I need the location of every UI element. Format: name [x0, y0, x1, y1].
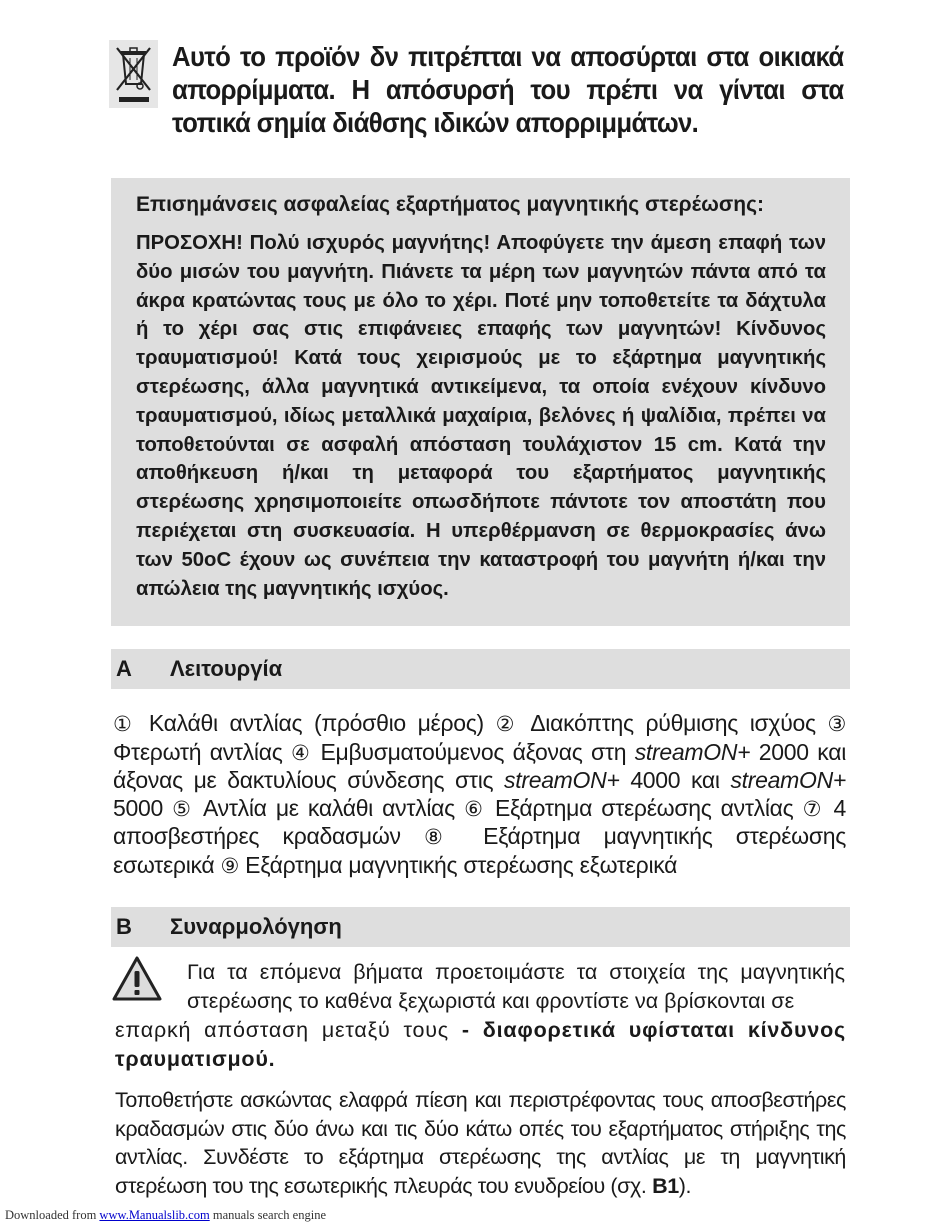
model-name: streamON+	[634, 738, 751, 765]
warning-text-continued	[115, 1016, 846, 1074]
part-5-label: Αντλία με καλάθι αντλίας	[193, 794, 465, 821]
footer-suffix: manuals search engine	[209, 1208, 326, 1222]
safety-heading: Επισημάνσεις ασφαλείας εξαρτήματος μαγνητικής στερέωσης:	[136, 193, 764, 216]
part-4-label-cont: 2000 και άξονας με δακτυλίους σύνδεσης στις	[113, 738, 846, 793]
warning-text: Για τα επόμενα βήματα προετοιμάστε τα στοιχεία της μαγνητικής στερέωσης το καθένα ξεχωριστά και φροντίστε να βρίσκονται σε	[187, 960, 845, 1013]
part-8-label: Εξάρτημα μαγνητικής στερέωσης εσωτερικά	[113, 823, 846, 878]
part-7-label: 4 αποσβεστήρες κραδασμών	[113, 794, 847, 849]
assembly-instruction	[115, 1086, 846, 1200]
part-number-3: ③	[827, 713, 846, 736]
parts-list	[113, 710, 846, 880]
section-b-title: Συναρμολόγηση	[170, 914, 342, 939]
warning-plain: επαρκή απόσταση μεταξύ τους	[115, 1018, 462, 1042]
part-6-label: Εξάρτημα στερέωσης αντλίας	[485, 794, 803, 821]
warning-emphasis: - διαφορετικά υφίσταται κίνδυνος τραυματισμού.	[115, 1018, 846, 1071]
part-2-label: Διακόπτης ρύθμισης ισχύος	[519, 710, 828, 736]
part-number-1: ①	[113, 713, 138, 736]
warning-triangle-icon	[111, 955, 163, 1003]
figure-reference: B1	[652, 1173, 679, 1198]
part-4-label: Εμβυσματούμενος άξονας στη	[311, 738, 635, 765]
crossed-out-wheeled-bin-icon	[109, 40, 158, 108]
part-3-label: Φτερωτή αντλίας	[113, 738, 291, 765]
instruction-text: Τοποθετήστε ασκώντας ελαφρά πίεση και περιστρέφοντας τους αποσβεστήρες κραδασμών στις δύο άνω και τις δύο κάτω οπές του εξαρτήματος στήριξης της αντλίας. Συνδέστε το εξάρτημα στερέωσης της αντλίας με τη μαγνητική στερέωση του της εσωτερικής πλευράς του ενυδρείου (σχ.	[115, 1088, 846, 1198]
model-name: streamON+	[730, 767, 847, 793]
part-9-label: Εξάρτημα μαγνητικής στερέωσης εξωτερικά	[239, 851, 678, 878]
section-a-letter: A	[116, 656, 132, 681]
model-name: streamON+	[504, 767, 620, 793]
part-number-5: ⑤	[172, 797, 194, 821]
part-number-2: ②	[495, 713, 520, 736]
instruction-end: ).	[678, 1173, 692, 1198]
part-4-label-cont: 4000 και	[619, 767, 731, 793]
download-footer	[5, 1208, 326, 1223]
part-number-4: ④	[291, 741, 312, 765]
manualslib-link[interactable]: www.Manualslib.com	[99, 1208, 210, 1222]
safety-body: ΠΡΟΣΟΧΗ! Πολύ ισχυρός μαγνήτης! Αποφύγετε την άμεση επαφή των δύο μισών του μαγνήτη. Πιάνετε τα μέρη των μαγνητών πάντα από τα άκρα κρατώντας τους με όλο το χέρι. Ποτέ μην τοποθετείτε τα δάχτυλα ή το χέρι σας στις επιφάνειες επαφής των μαγνητών! Κίνδυνος τραυματισμού! Κατά τους χειρισμούς με το εξάρτημα μαγνητικής στερέωσης, άλλα μαγνητικά αντικείμενα, τα οποία ενέχουν κίνδυνο τραυματισμού, ιδίως μεταλλικά μαχαίρια, βελόνες ή ψαλίδια, πρέπει να τοποθετούνται σε ασφαλή απόσταση τουλάχιστον 15 cm. Κατά την αποθήκευση ή/και τη μεταφορά του εξαρτήματος μαγνητικής στερέωσης χρησιμοποιείτε οπωσδήποτε πάντοτε τον αποστάτη που περιέχεται στη συσκευασία. Η υπερθέρμανση σε θερμοκρασίες άνω των 50oC έχουν ως συνέπεια την καταστροφή του μαγνήτη ή/και την απώλεια της μαγνητικής ισχύος.	[136, 232, 826, 600]
footer-prefix: Downloaded from	[5, 1208, 100, 1222]
part-1-label: Καλάθι αντλίας (πρόσθιο μέρος)	[137, 710, 496, 736]
part-number-6: ⑥	[464, 797, 486, 821]
disposal-notice: Αυτό το προϊόν δν πιτρέπται να αποσύρται στα οικιακά απορρίμματα. Η απόσυρσή του πρέπι να γίνται στα τοπικά σημία διάθσης ιδικών απορριμμάτων.	[172, 41, 844, 138]
part-number-8: ⑧	[424, 826, 460, 849]
part-number-7: ⑦	[802, 797, 825, 821]
section-a-title: Λειτουργία	[170, 656, 283, 681]
part-number-9: ⑨	[220, 854, 240, 878]
section-b-letter: B	[116, 914, 132, 939]
part-4-label-cont: 5000	[113, 794, 173, 821]
